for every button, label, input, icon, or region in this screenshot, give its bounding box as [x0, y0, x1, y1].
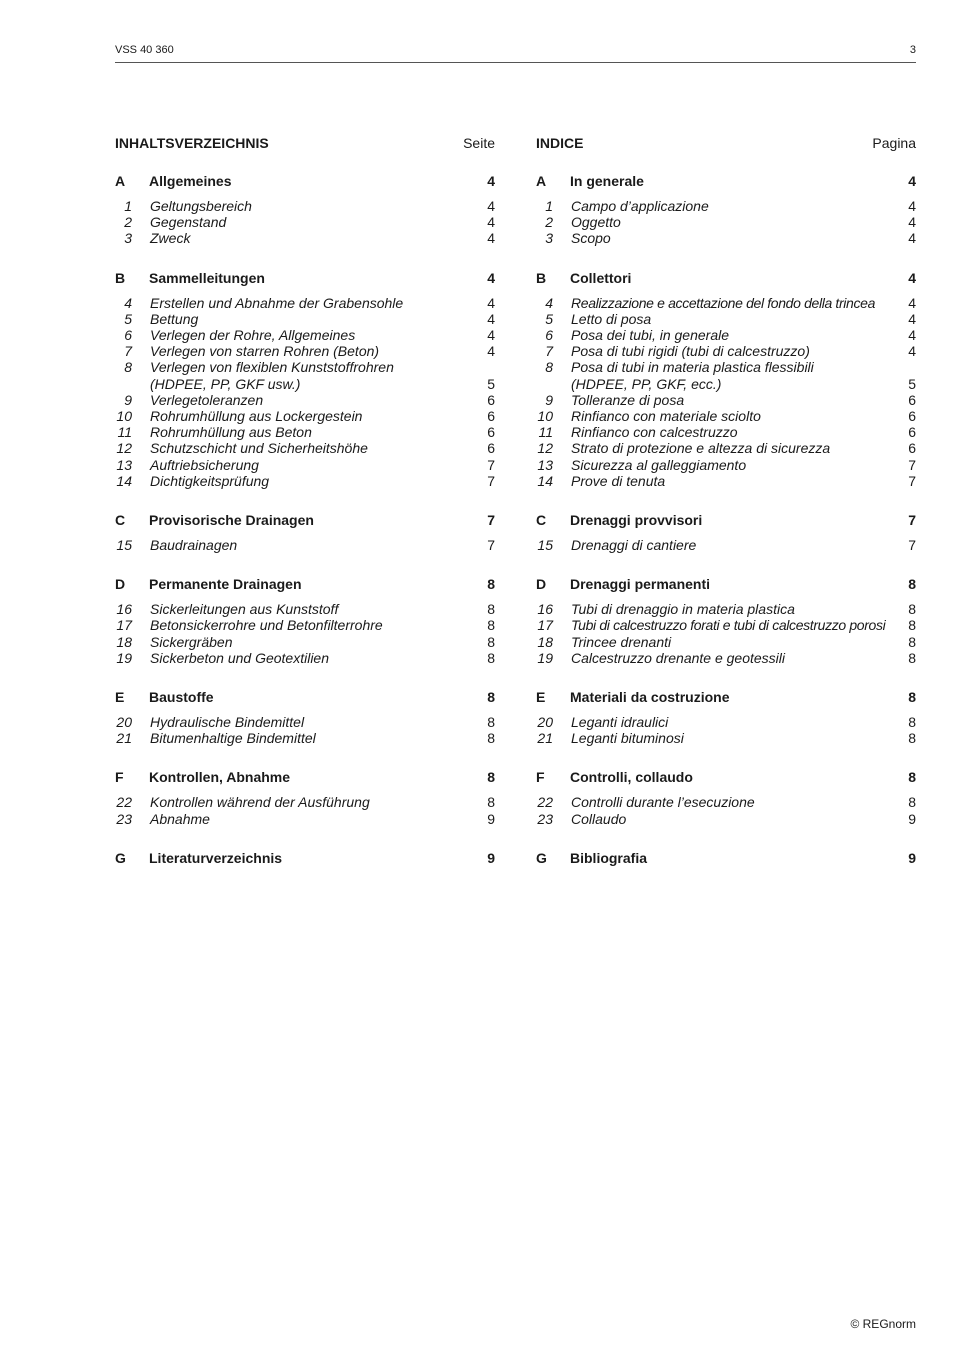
toc-section [115, 173, 495, 247]
section-heading [115, 270, 495, 287]
entry-title: Hydraulische Bindemittel [150, 714, 305, 731]
entry-page: 4 [487, 343, 495, 360]
toc-title: INHALTSVERZEICHNIS [115, 135, 269, 151]
section-letter: E [536, 689, 546, 706]
entry-page: 6 [487, 424, 495, 441]
entry-page: 7 [908, 537, 916, 554]
entry-page: 7 [487, 456, 495, 473]
entry-title: Sicurezza al galleggiamento [571, 456, 747, 473]
entry-page: 4 [908, 310, 916, 327]
entry-number: 1 [124, 198, 132, 214]
toc-entry [536, 295, 916, 311]
toc-title: INDICE [536, 135, 584, 151]
entry-number: 7 [545, 343, 553, 360]
entry-page: 8 [908, 601, 916, 618]
entry-page: 8 [908, 617, 916, 634]
toc-section [536, 689, 916, 746]
entry-page: 8 [487, 730, 495, 747]
section-title: Materiali da costruzione [570, 689, 730, 706]
toc-entry [536, 617, 916, 633]
toc-entry [536, 198, 916, 214]
entry-number: 10 [116, 408, 132, 425]
entry-page: 4 [908, 343, 916, 360]
entry-number: 2 [545, 214, 553, 231]
entry-page: 6 [908, 440, 916, 457]
entry-page: 7 [487, 472, 495, 489]
entry-page: 4 [487, 310, 495, 327]
section-page: 7 [487, 512, 495, 529]
section-heading [536, 576, 916, 593]
entry-page: 4 [487, 198, 495, 214]
entry-page: 9 [487, 810, 495, 827]
entry-page: 8 [487, 617, 495, 634]
entry-number: 14 [537, 472, 553, 489]
entry-title: Rinfianco con calcestruzzo [571, 424, 738, 441]
entry-title: Controlli durante l’esecuzione [571, 794, 755, 811]
toc-entry [536, 343, 916, 359]
entry-title: Posa di tubi rigidi (tubi di calcestruzzo) [571, 343, 810, 360]
toc-entry [115, 295, 495, 311]
toc-entry [115, 440, 495, 456]
section-letter: D [115, 576, 126, 593]
entry-page: 8 [487, 794, 495, 811]
entry-number: 9 [124, 391, 132, 408]
toc-entry [115, 408, 495, 424]
entry-number: 13 [537, 456, 553, 473]
entry-number: 18 [116, 633, 132, 650]
section-letter: G [115, 849, 126, 866]
toc-german [115, 134, 495, 890]
section-heading [536, 512, 916, 529]
section-page: 7 [908, 512, 916, 529]
entry-page: 7 [908, 472, 916, 489]
entry-title: Trincee drenanti [571, 633, 672, 650]
entry-number: 4 [545, 294, 553, 311]
entry-page: 8 [487, 633, 495, 650]
section-heading [536, 689, 916, 706]
entry-title: Rohrumhüllung aus Beton [150, 424, 312, 441]
entry-number: 20 [116, 714, 132, 731]
section-title: Permanente Drainagen [149, 576, 302, 593]
section-title: Drenaggi permanenti [570, 576, 711, 593]
entry-number: 12 [537, 440, 553, 457]
toc-entry [115, 634, 495, 650]
toc-entry [115, 473, 495, 489]
entry-title: Zweck [150, 230, 191, 247]
entry-number: 13 [116, 456, 132, 473]
entry-title: Posa di tubi in materia plastica flessibili [571, 359, 814, 376]
entry-number: 8 [124, 359, 132, 376]
section-page: 8 [487, 689, 495, 706]
toc-entry [115, 198, 495, 214]
toc-entry [115, 230, 495, 246]
toc-section [536, 270, 916, 489]
toc-section [536, 576, 916, 666]
entry-number: 6 [545, 327, 553, 344]
entry-page: 8 [487, 714, 495, 731]
entry-page: 6 [908, 424, 916, 441]
section-letter: F [536, 769, 545, 786]
section-letter: E [115, 689, 125, 706]
entry-number: 21 [116, 730, 132, 747]
entry-title: Bettung [150, 310, 199, 327]
toc-section [115, 512, 495, 553]
entry-page: 9 [908, 810, 916, 827]
entry-title: Collaudo [571, 810, 627, 827]
entry-title: Leganti bituminosi [571, 730, 684, 747]
entry-number: 23 [116, 810, 132, 827]
entry-title: Erstellen und Abnahme der Grabensohle [150, 294, 404, 311]
entry-title: Leganti idraulici [571, 714, 669, 731]
entry-title: Scopo [571, 230, 611, 247]
entry-page: 8 [908, 730, 916, 747]
section-title: Sammelleitungen [149, 269, 265, 286]
section-title: Provisorische Drainagen [149, 512, 314, 529]
entry-title: Verlegen der Rohre, Allgemeines [150, 327, 356, 344]
entry-page: 4 [487, 294, 495, 311]
entry-page: 7 [908, 456, 916, 473]
entry-page: 4 [487, 214, 495, 231]
entry-page: 4 [908, 294, 916, 311]
entry-page: 5 [908, 375, 916, 392]
toc-entry [115, 343, 495, 359]
section-heading [115, 769, 495, 786]
entry-title: Tubi di drenaggio in materia plastica [571, 601, 795, 618]
toc-entry [536, 408, 916, 424]
toc-entry [115, 424, 495, 440]
entry-title: Verlegetoleranzen [150, 391, 264, 408]
entry-number: 5 [124, 310, 132, 327]
entry-page: 6 [908, 391, 916, 408]
entry-title: Sickergräben [150, 633, 233, 650]
toc-entry [536, 537, 916, 553]
toc-entry [536, 359, 916, 391]
toc-section [115, 769, 495, 826]
section-title: In generale [570, 173, 644, 189]
toc-section [536, 850, 916, 867]
entry-page: 4 [908, 230, 916, 247]
entry-title: Campo d’applicazione [571, 198, 709, 214]
section-page: 9 [908, 849, 916, 866]
entry-title: Verlegen von flexiblen Kunststoffrohren [150, 359, 394, 376]
entry-number: 23 [537, 810, 553, 827]
toc-entry [536, 601, 916, 617]
toc-section [115, 689, 495, 746]
toc-entry [536, 424, 916, 440]
entry-number: 4 [124, 294, 132, 311]
entry-number: 15 [116, 537, 132, 554]
toc-entry [536, 730, 916, 746]
entry-page: 4 [487, 230, 495, 247]
entry-page: 8 [487, 649, 495, 666]
entry-number: 21 [537, 730, 553, 747]
entry-number: 18 [537, 633, 553, 650]
entry-number: 11 [117, 424, 132, 441]
page-column-label: Pagina [872, 135, 916, 151]
entry-title: Tubi di calcestruzzo forati e tubi di calcestruzzo porosi [571, 617, 886, 634]
section-title: Controlli, collaudo [570, 769, 693, 786]
entry-page: 4 [908, 327, 916, 344]
entry-page: 6 [487, 391, 495, 408]
toc-entry [115, 537, 495, 553]
toc-entry [536, 650, 916, 666]
section-page: 8 [908, 576, 916, 593]
entry-number: 16 [116, 601, 132, 618]
section-letter: C [115, 512, 126, 529]
section-page: 8 [487, 769, 495, 786]
toc-heading [115, 134, 495, 154]
toc-entry [115, 359, 495, 391]
entry-page: 6 [487, 440, 495, 457]
toc-entry [536, 714, 916, 730]
toc-entry [536, 634, 916, 650]
entry-number: 10 [537, 408, 553, 425]
entry-title: Betonsickerrohre und Betonfilterrohre [150, 617, 383, 634]
page-column-label: Seite [463, 135, 495, 151]
entry-title: Geltungsbereich [150, 198, 252, 214]
entry-title: Rinfianco con materiale sciolto [571, 408, 761, 425]
entry-number: 12 [116, 440, 132, 457]
entry-page: 8 [908, 794, 916, 811]
entry-title: Drenaggi di cantiere [571, 537, 697, 554]
entry-number: 9 [545, 391, 553, 408]
entry-title: Sickerleitungen aus Kunststoff [150, 601, 339, 618]
toc-section [115, 270, 495, 489]
toc-entry [115, 617, 495, 633]
entry-number: 14 [116, 472, 132, 489]
entry-page: 8 [908, 714, 916, 731]
toc-entry [115, 392, 495, 408]
toc-entry [115, 714, 495, 730]
entry-title: Verlegen von starren Rohren (Beton) [150, 343, 380, 360]
entry-page: 7 [487, 537, 495, 554]
entry-title: Tolleranze di posa [571, 391, 685, 408]
entry-number: 19 [116, 649, 132, 666]
toc-entry [115, 811, 495, 827]
toc-entry [536, 311, 916, 327]
toc-entry [536, 327, 916, 343]
entry-title: Prove di tenuta [571, 472, 666, 489]
section-page: 4 [487, 173, 495, 189]
section-heading [536, 769, 916, 786]
section-letter: B [115, 269, 126, 286]
entry-title: Kontrollen während der Ausführung [150, 794, 370, 811]
entry-number: 22 [116, 794, 132, 811]
entry-title: Realizzazione e accettazione del fondo della trincea [571, 294, 876, 311]
page-number: 3 [909, 44, 916, 56]
section-letter: C [536, 512, 547, 529]
section-title: Allgemeines [149, 173, 232, 189]
entry-number: 5 [545, 310, 553, 327]
section-heading [115, 173, 495, 190]
entry-page: 4 [908, 214, 916, 231]
page-header [115, 44, 916, 63]
toc-section [115, 850, 495, 867]
entry-title: Auftriebsicherung [150, 456, 259, 473]
section-heading [115, 850, 495, 867]
section-letter: D [536, 576, 547, 593]
section-page: 8 [908, 769, 916, 786]
entry-title: Bitumenhaltige Bindemittel [150, 730, 316, 747]
section-letter: G [536, 849, 547, 866]
entry-title: Dichtigkeitsprüfung [150, 472, 270, 489]
section-page: 4 [487, 269, 495, 286]
section-letter: B [536, 269, 547, 286]
entry-number: 1 [545, 198, 553, 214]
entry-number: 22 [537, 794, 553, 811]
section-heading [536, 173, 916, 190]
toc-entry [115, 457, 495, 473]
section-letter: F [115, 769, 124, 786]
section-page: 4 [908, 269, 916, 286]
entry-title: Sickerbeton und Geotextilien [150, 649, 329, 666]
section-letter: A [536, 173, 547, 189]
entry-title: Oggetto [571, 214, 621, 231]
toc-entry [115, 311, 495, 327]
toc-entry [536, 811, 916, 827]
toc-entry [536, 230, 916, 246]
section-page: 9 [487, 849, 495, 866]
entry-page: 4 [908, 198, 916, 214]
toc-entry [536, 214, 916, 230]
section-heading [115, 512, 495, 529]
toc-section [115, 576, 495, 666]
section-heading [536, 270, 916, 287]
entry-page: 6 [908, 408, 916, 425]
toc-entry [115, 650, 495, 666]
entry-title: Rohrumhüllung aus Lockergestein [150, 408, 363, 425]
toc-entry [536, 392, 916, 408]
document-id: VSS 40 360 [115, 44, 174, 56]
entry-page: 8 [908, 633, 916, 650]
copyright-notice: © REGnorm [850, 1317, 916, 1331]
section-page: 8 [487, 576, 495, 593]
section-title: Literaturverzeichnis [149, 849, 283, 866]
entry-title: Strato di protezione e altezza di sicurezza [571, 440, 831, 457]
entry-number: 17 [537, 617, 553, 634]
section-title: Collettori [570, 269, 632, 286]
entry-number: 7 [124, 343, 132, 360]
section-letter: A [115, 173, 126, 189]
toc-heading [536, 134, 916, 154]
section-page: 8 [908, 689, 916, 706]
section-heading [115, 689, 495, 706]
section-title: Baustoffe [149, 689, 214, 706]
entry-page: 8 [487, 601, 495, 618]
toc-section [536, 173, 916, 247]
entry-number: 19 [537, 649, 553, 666]
entry-title: Baudrainagen [150, 537, 238, 554]
toc-entry [536, 440, 916, 456]
entry-number: 6 [124, 327, 132, 344]
section-heading [115, 576, 495, 593]
entry-number: 3 [124, 230, 132, 247]
toc-italian [536, 134, 916, 890]
section-page: 4 [908, 173, 916, 189]
toc-entry [536, 457, 916, 473]
entry-title: (HDPEE, PP, GKF, ecc.) [571, 375, 722, 392]
section-title: Drenaggi provvisori [570, 512, 703, 529]
entry-number: 8 [545, 359, 553, 376]
toc-entry [115, 214, 495, 230]
section-title: Kontrollen, Abnahme [149, 769, 291, 786]
toc-entry [115, 327, 495, 343]
entry-number: 17 [116, 617, 132, 634]
entry-title: Calcestruzzo drenante e geotessili [571, 649, 786, 666]
entry-number: 3 [545, 230, 553, 247]
section-heading [536, 850, 916, 867]
entry-page: 8 [908, 649, 916, 666]
entry-title: (HDPEE, PP, GKF usw.) [150, 375, 301, 392]
entry-title: Posa dei tubi, in generale [571, 327, 729, 344]
entry-page: 5 [487, 375, 495, 392]
toc-entry [115, 601, 495, 617]
entry-number: 2 [124, 214, 132, 231]
entry-page: 4 [487, 327, 495, 344]
entry-number: 20 [537, 714, 553, 731]
toc-entry [115, 730, 495, 746]
toc-section [536, 769, 916, 826]
toc-entry [536, 473, 916, 489]
entry-number: 16 [537, 601, 553, 618]
entry-title: Abnahme [150, 810, 210, 827]
section-title: Bibliografia [570, 849, 648, 866]
entry-title: Schutzschicht und Sicherheitshöhe [150, 440, 368, 457]
entry-number: 15 [537, 537, 553, 554]
entry-number: 11 [538, 424, 553, 441]
toc-entry [115, 794, 495, 810]
toc-section [536, 512, 916, 553]
entry-title: Letto di posa [571, 310, 652, 327]
entry-title: Gegenstand [150, 214, 227, 231]
toc-entry [536, 794, 916, 810]
entry-page: 6 [487, 408, 495, 425]
